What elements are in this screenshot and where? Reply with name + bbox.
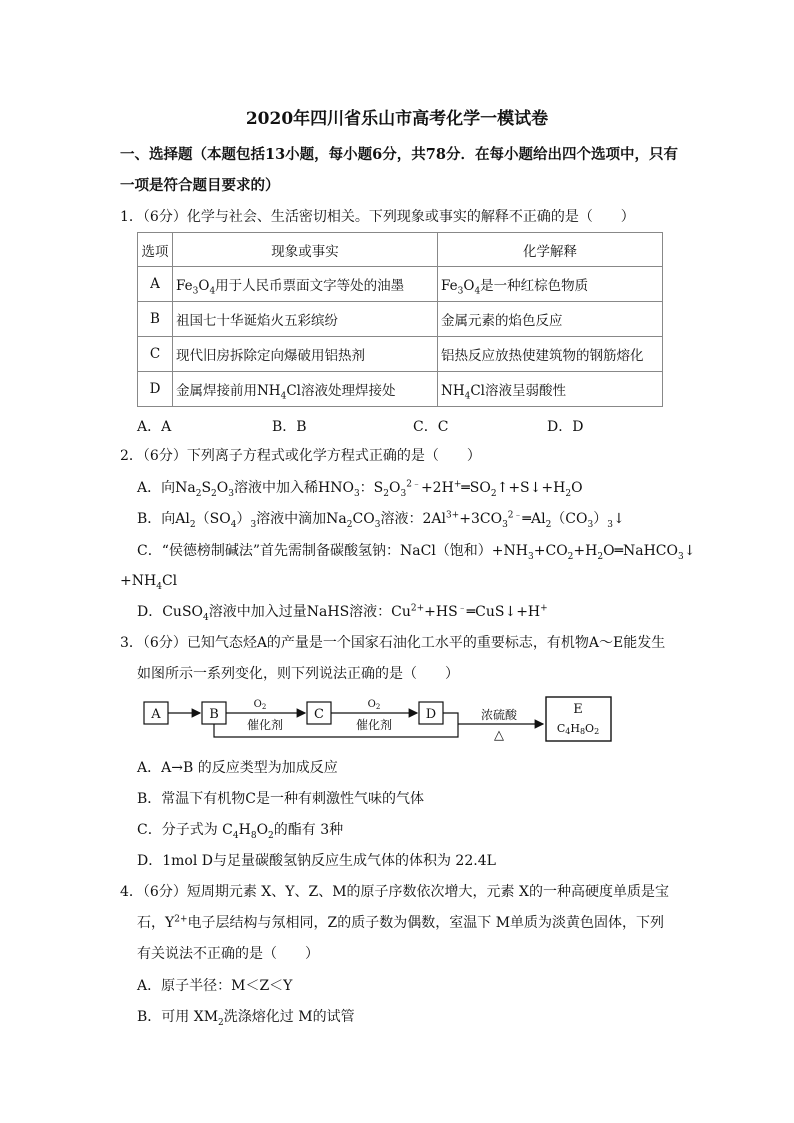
option-cell: C (138, 337, 173, 372)
explanation-cell: $NH_4Cl$溶液呈弱酸性 (438, 372, 663, 407)
fact-cell: $Fe_3O_4$用于人民币票面文字等处的油墨 (173, 267, 438, 302)
section-heading-line2: 一项是符合题目要求的） (120, 177, 280, 194)
q3-stem-line2: 如图所示一系列变化，则下列说法正确的是（ ） (137, 666, 459, 682)
explanation-cell: 铝热反应放热使建筑物的钢筋熔化 (438, 337, 663, 372)
explanation-cell: $Fe_3O_4$是一种红棕色物质 (438, 267, 663, 302)
option-cell: A (138, 267, 173, 302)
q4-stem-line3: 有关说法不正确的是（ ） (137, 946, 319, 962)
option-cell: B (138, 302, 173, 337)
table-header-cell: 选项 (138, 233, 173, 267)
q3-reaction-diagram (140, 693, 620, 745)
box-d-label: D (425, 707, 437, 722)
q2-stem: 2．（6分）下列离子方程式或化学方程式正确的是（ ） (120, 448, 481, 464)
explanation-cell: 金属元素的焰色反应 (438, 302, 663, 337)
section-heading-line1: 一、选择题（本题包括13小题，每小题6分，共78分．在每小题给出四个选项中，只有 (120, 146, 678, 163)
table-row (138, 337, 663, 372)
option-cell: D (138, 372, 173, 407)
table-header-cell: 现象或事实 (173, 233, 438, 267)
table-row (138, 267, 663, 302)
table-row (138, 372, 663, 407)
q2-option-a: A．向$Na_2S_2O_3$溶液中加入稀$HNO_3$：$S_2O_3^{2﹣}+2H^+═SO_2↑+S↓+H_2O$ (137, 479, 583, 499)
q1-option-d: D．D (547, 419, 584, 435)
heat-label: △ (494, 728, 504, 743)
page-title: 2020年四川省乐山市高考化学一模试卷 (245, 109, 549, 129)
q3-option-c: C．分子式为 $C_4H_8O_2$的酯有 3种 (137, 822, 344, 841)
table-header-cell: 化学解释 (438, 233, 663, 267)
catalyst-label-2: 催化剂 (355, 718, 393, 732)
q4-stem-line2: 石，$Y^{2+}$电子层结构与氖相同，Z的质子数为偶数，室温下 M单质为淡黄色固体，下列 (137, 914, 665, 931)
q2-option-d: D．CuSO$_4$溶液中加入过量NaHS溶液：$Cu^{2+}+HS^﹣═CuS↓+H^+$ (137, 603, 548, 623)
q1-stem: 1．（6分）化学与社会、生活密切相关。下列现象或事实的解释不正确的是（ ） (120, 209, 635, 225)
q4-option-a: A．原子半径：M＜Z＜Y (137, 978, 293, 994)
q1-option-b: B．B (272, 419, 307, 435)
o2-label-2: $O_2$ (367, 699, 381, 711)
q1-option-c: C．C (413, 419, 449, 435)
q1-option-a: A．A (137, 419, 172, 435)
table-row (138, 302, 663, 337)
fact-cell: 金属焊接前用$NH_4Cl$溶液处理焊接处 (173, 372, 438, 407)
box-a-label: A (151, 707, 161, 722)
fact-cell: 现代旧房拆除定向爆破用铝热剂 (173, 337, 438, 372)
o2-label-1: $O_2$ (253, 699, 267, 711)
box-e-formula: C4H8O2 (556, 722, 600, 736)
q1-table (137, 232, 663, 407)
box-b-label: B (209, 707, 219, 722)
fact-cell: 祖国七十华诞焰火五彩缤纷 (173, 302, 438, 337)
q2-option-c-line2: $+NH_4Cl$ (120, 573, 178, 592)
q2-option-c-line1: C．“侯德榜制碱法”首先需制备碳酸氢钠：NaCl（饱和）$+NH_3+CO_2+H_2O═NaHCO_3↓$ (137, 543, 696, 562)
q4-option-b: B．可用 $XM_2$洗涤熔化过 M的试管 (137, 1009, 355, 1028)
table-header-row (138, 233, 663, 267)
q4-stem-line1: 4．（6分）短周期元素 X、Y、Z、M的原子序数依次增大，元素 X的一种高硬度单质是宝 (120, 884, 669, 900)
q3-stem-line1: 3．（6分）已知气态烃A的产量是一个国家石油化工水平的重要标志，有机物A～E能发生 (120, 635, 666, 651)
q3-option-a: A．A→B 的反应类型为加成反应 (137, 760, 338, 776)
box-c-label: C (314, 707, 324, 722)
box-e-label: E (573, 702, 583, 717)
q2-option-b: B．向$Al_2(SO_4)_3$溶液中滴加$Na_2CO_3$溶液：$2Al^{3+}+3CO_3^{2﹣}═Al_2(CO_3)_3↓$ (137, 510, 625, 530)
q3-option-d: D．1mol D与足量碳酸氢钠反应生成气体的体积为 22.4L (137, 853, 496, 869)
acid-label: 浓硫酸 (480, 708, 518, 722)
catalyst-label-1: 催化剂 (246, 718, 284, 732)
q3-option-b: B．常温下有机物C是一种有刺激性气味的气体 (137, 791, 424, 807)
